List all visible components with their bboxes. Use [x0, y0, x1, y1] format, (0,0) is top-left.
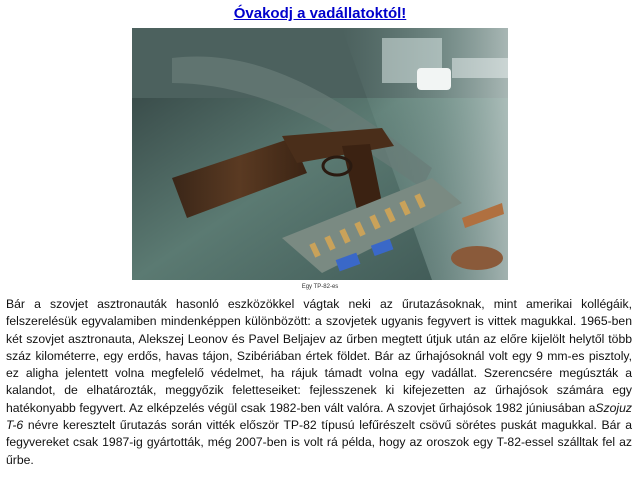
slide-title: Óvakodj a vadállatoktól! [233, 5, 407, 22]
mission-name: Szojuz T-6 [6, 400, 632, 433]
body-text-part1: Bár a szovjet asztronauták hasonló eszközökkel vágtak neki az űrutazásoknak, mint amerikai kollégáik, felszerelésük egyvalamiben mindenképpen különbözött: a szovjetek ugyanis fegyvert is vittek magukkal. 1965-ben két szovjet asztronauta, Alekszej Leonov és Pavel Beljajev az űrben megtett útjuk után az előre kijelölt helytől több száz kilométerre, egy erdős, havas tájon, Szibériában értek földet. Bár az űrhajósoknál volt egy 9 mm-es pisztoly, ez aligha jelentett volna megfelelő védelmet, ha rájuk támadt volna egy vadállat. Szerencsére megúszták a kalandot, de elhatározták, meggyőzik feletteseiket: fejlesszenek ki kifejezetten az űrhajósok számára egy hatékonyabb fegyvert. Az elképzelés végül csak 1982-ben vált valóra. A szovjet űrhajósok 1982 júniusában a [6, 297, 632, 415]
body-text-part2: névre keresztelt űrutazás során vitték először TP-82 típusú lefűrészelt csövű sörétes puskát magukkal. Bár a fegyvereket csak 1987-ig gyártották, még 2007-ben is volt rá példa, hogy az oroszok egy T-82-essel szálltak fel az űrbe. [6, 418, 632, 467]
body-paragraph [6, 296, 632, 469]
photo-caption: Egy TP-82-es [301, 284, 339, 290]
museum-photo-tp82 [132, 28, 508, 280]
